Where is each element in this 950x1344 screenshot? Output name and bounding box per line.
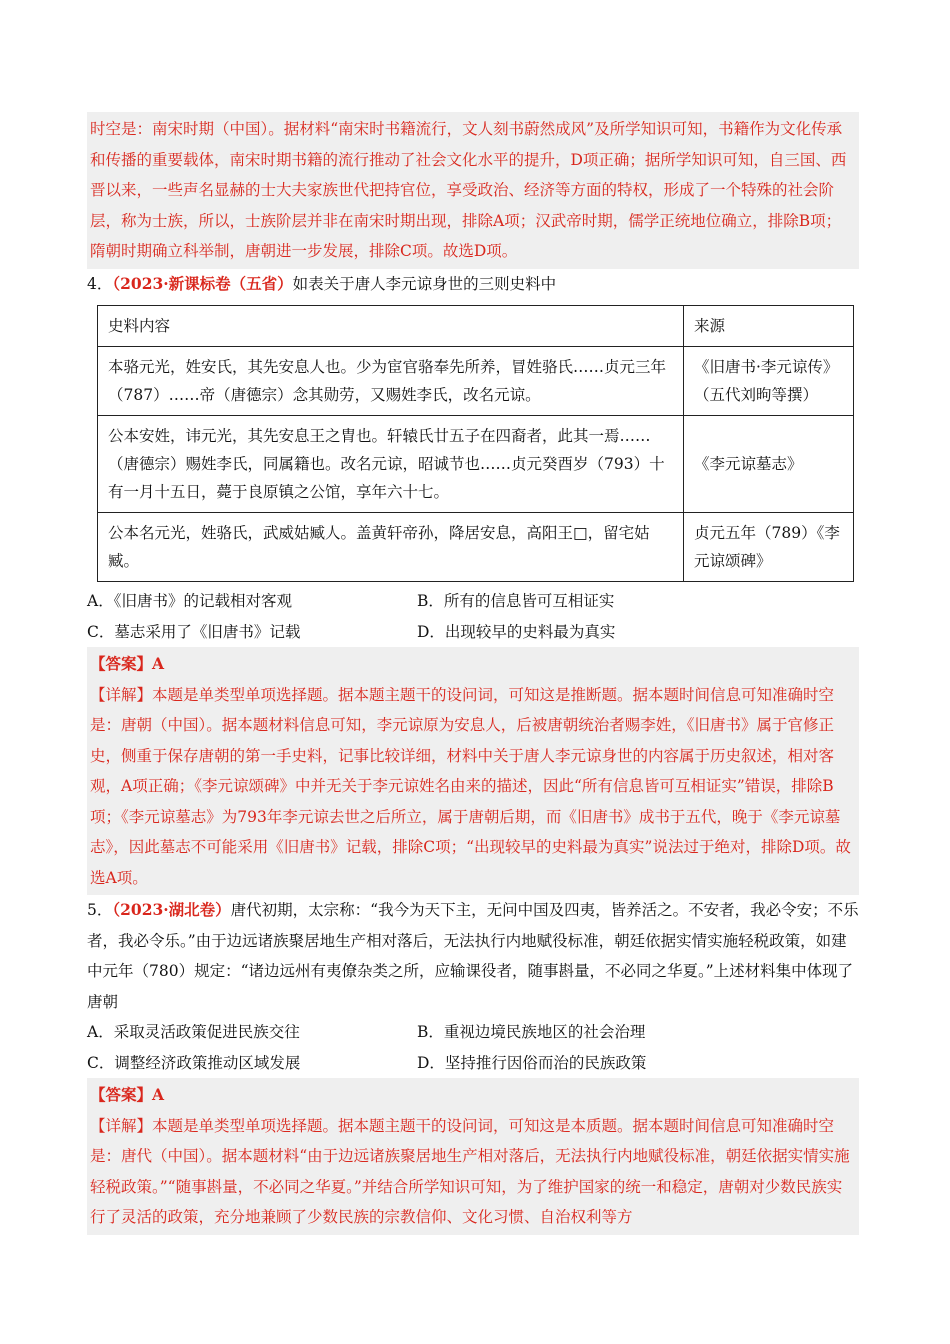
- option-d: D．坚持推行因俗而治的民族政策: [417, 1053, 647, 1072]
- question-5-source: （2023·湖北卷）: [112, 900, 231, 919]
- table-row: [98, 347, 854, 416]
- question-4-explanation: 【详解】本题是单类型单项选择题。据本题主题干的设问词，可知这是推断题。据本题时间信息可知准确时空是：唐朝（中国）。据本题材料信息可知，李元谅原为安息人，后被唐朝统治者赐李姓，《旧唐书》属于官修正史，侧重于保存唐朝的第一手史料，记事比较详细，材料中关于唐人李元谅身世的内容属于历史叙述，相对客观，A项正确；《李元谅颂碑》中并无关于李元谅姓名由来的描述，因此“所有信息皆可互相证实”错误，排除B项；《李元谅墓志》为793年李元谅去世之后所立，属于唐朝后期，而《旧唐书》成书于五代，晚于《李元谅墓志》，因此墓志不可能采用《旧唐书》记载，排除C项；“出现较早的史料最为真实”说法过于绝对，排除D项。故选A项。: [90, 685, 851, 887]
- table-cell-source: 贞元五年（789）《李元谅颂碑》: [684, 513, 854, 582]
- table-header-content: 史料内容: [98, 306, 684, 347]
- option-b: B．重视边境民族地区的社会治理: [417, 1023, 646, 1041]
- question-4-options: [87, 586, 859, 647]
- question-4-source: （2023·新课标卷（五省）: [112, 273, 293, 293]
- option-c: C．墓志采用了《旧唐书》记载: [87, 622, 301, 641]
- table-cell-source: 《李元谅墓志》: [684, 416, 854, 513]
- table-cell-source: 《旧唐书·李元谅传》（五代刘昫等撰）: [684, 347, 854, 416]
- option-c: C．调整经济政策推动区域发展: [87, 1053, 301, 1072]
- table-header-row: [98, 306, 854, 347]
- document-page: [87, 112, 859, 1235]
- question-5-solution: [87, 1078, 859, 1235]
- question-5-text: 唐代初期，太宗称：“我今为天下主，无问中国及四夷，皆养活之。不安者，我必令安；不乐者，我必令乐。”由于边远诸族聚居地生产相对落后，无法执行内地赋役标准，朝廷依据实情实施轻税政策，如建中元年（780）规定：“诸边远州有夷僚杂类之所，应输课役者，随事斟量，不必同之华夏。”上述材料集中体现了唐朝: [87, 901, 859, 1011]
- table-row: [98, 416, 854, 513]
- question-4-number: 4．: [87, 274, 113, 293]
- table-cell-content: 公本安姓，讳元光，其先安息王之胄也。轩辕氏廿五子在四裔者，此其一焉……（唐德宗）赐姓李氏，同属籍也。改名元谅，昭诚节也……贞元癸酉岁（793）十有一月十五日，薨于良原镇之公馆，享年六十七。: [98, 416, 684, 513]
- question-5-answer: 【答案】A: [90, 1085, 165, 1104]
- option-a: A．采取灵活政策促进民族交往: [87, 1023, 300, 1041]
- table-row: [98, 513, 854, 582]
- option-b: B．所有的信息皆可互相证实: [417, 592, 615, 610]
- question-4-text: 如表关于唐人李元谅身世的三则史料中: [292, 274, 557, 293]
- question-5-explanation: 【详解】本题是单类型单项选择题。据本题主题干的设问词，可知这是本质题。据本题时间信息可知准确时空是：唐代（中国）。据本题材料“由于边远诸族聚居地生产相对落后，无法执行内地赋役标准，朝廷依据实情实施轻税政策。”“随事斟量，不必同之华夏。”并结合所学知识可知，为了维护国家的统一和稳定，唐朝对少数民族实行了灵活的政策，充分地兼顾了少数民族的宗教信仰、文化习惯、自治权利等方: [90, 1116, 850, 1226]
- question-5-options: [87, 1017, 859, 1078]
- table-cell-content: 公本名元光，姓骆氏，武威姑臧人。盖黄轩帝孙，降居安息，高阳王□，留宅姑臧。: [98, 513, 684, 582]
- question-5-number: 5．: [87, 901, 113, 919]
- table-cell-content: 本骆元光，姓安氏，其先安息人也。少为宦官骆奉先所养，冒姓骆氏……贞元三年（787）……帝（唐德宗）念其勋劳，又赐姓李氏，改名元谅。: [98, 347, 684, 416]
- question-4-answer: 【答案】A: [90, 654, 165, 673]
- source-table: [97, 305, 854, 582]
- option-d: D．出现较早的史料最为真实: [417, 622, 616, 641]
- question-4-solution: [87, 647, 859, 895]
- question-5-stem: [87, 895, 859, 1017]
- option-a: A．《旧唐书》的记载相对客观: [87, 592, 292, 610]
- question-4-stem: [87, 269, 859, 300]
- table-header-source: 来源: [684, 306, 854, 347]
- prev-explanation: 时空是：南宋时期（中国）。据材料“南宋时书籍流行，文人刻书蔚然成风”及所学知识可知，书籍作为文化传承和传播的重要载体，南宋时期书籍的流行推动了社会文化水平的提升，D项正确；据所学知识可知，自三国、西晋以来，一些声名显赫的士大夫家族世代把持官位，享受政治、经济等方面的特权，形成了一个特殊的社会阶层，称为士族，所以，士族阶层并非在南宋时期出现，排除A项；汉武帝时期，儒学正统地位确立，排除B项；隋朝时期确立科举制，唐朝进一步发展，排除C项。故选D项。: [87, 112, 859, 269]
